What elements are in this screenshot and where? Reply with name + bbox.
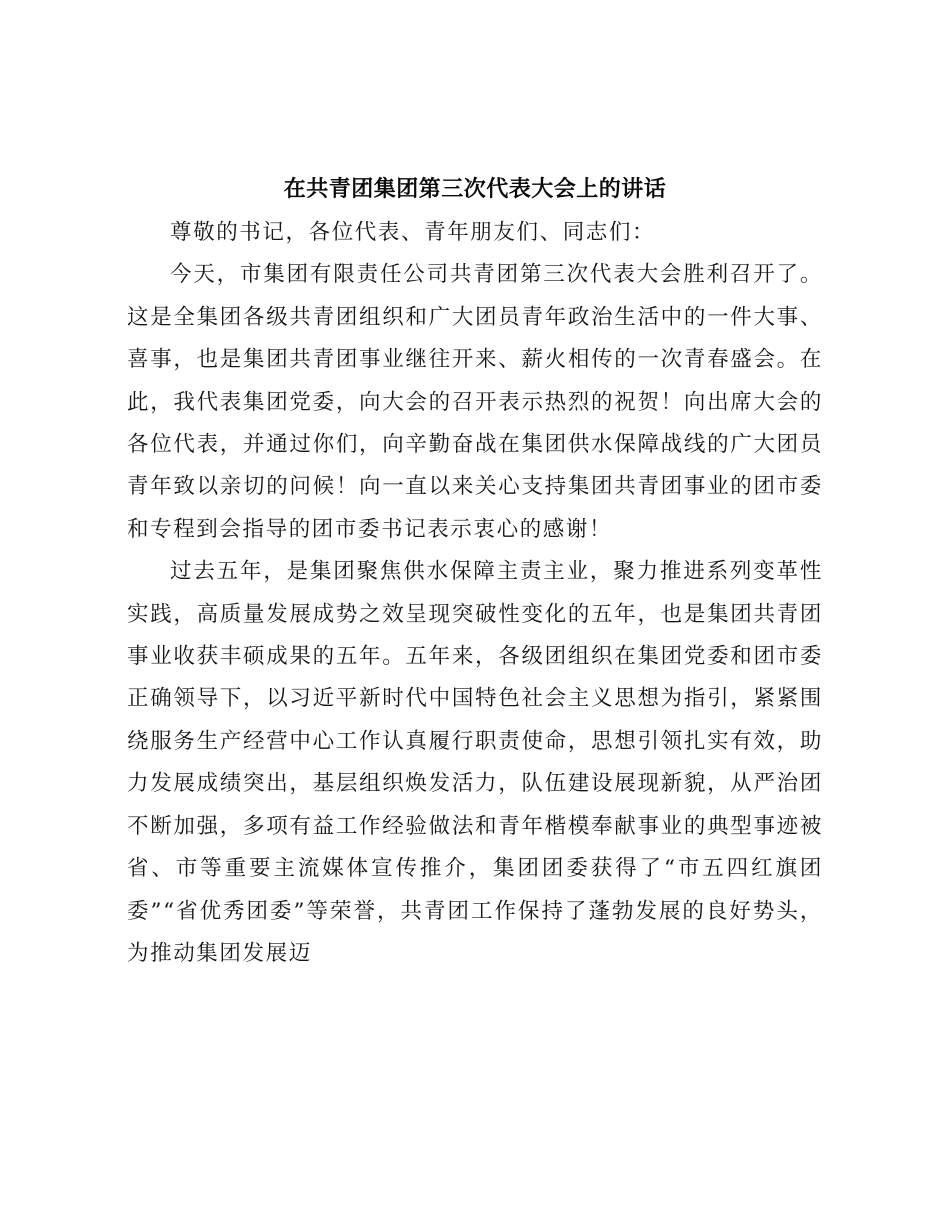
review-paragraph: 过去五年，是集团聚焦供水保障主责主业，聚力推进系列变革性实践，高质量发展成势之效呈现突破性变化的五年，也是集团共青团事业收获丰硕成果的五年。五年来，各级团组织在集团党委和团市委正确领导下，以习近平新时代中国特色社会主义思想为指引，紧紧围绕服务生产经营中心工作认真履行职责使命，思想引领扎实有效，助力发展成绩突出，基层组织焕发活力，队伍建设展现新貌，从严治团不断加强，多项有益工作经验做法和青年楷模奉献事业的典型事迹被省、市等重要主流媒体宣传推介，集团团委获得了“市五四红旗团委”“省优秀团委”等荣誉，共青团工作保持了蓬勃发展的良好势头，为推动集团发展迈 — [127, 559, 823, 966]
salutation-paragraph: 尊敬的书记，各位代表、青年朋友们、同志们： — [170, 220, 656, 245]
opening-paragraph: 今天，市集团有限责任公司共青团第三次代表大会胜利召开了。这是全集团各级共青团组织和广大团员青年政治生活中的一件大事、喜事，也是集团共青团事业继往开来、薪火相传的一次青春盛会。在此，我代表集团党委，向大会的召开表示热烈的祝贺！向出席大会的各位代表，并通过你们，向辛勤奋战在集团供水保障战线的广大团员青年致以亲切的问候！向一直以来关心支持集团共青团事业的团市委和专程到会指导的团市委书记表示衷心的感谢！ — [127, 262, 823, 542]
document-body — [127, 168, 823, 975]
document-title: 在共青团集团第三次代表大会上的讲话 — [283, 176, 667, 202]
